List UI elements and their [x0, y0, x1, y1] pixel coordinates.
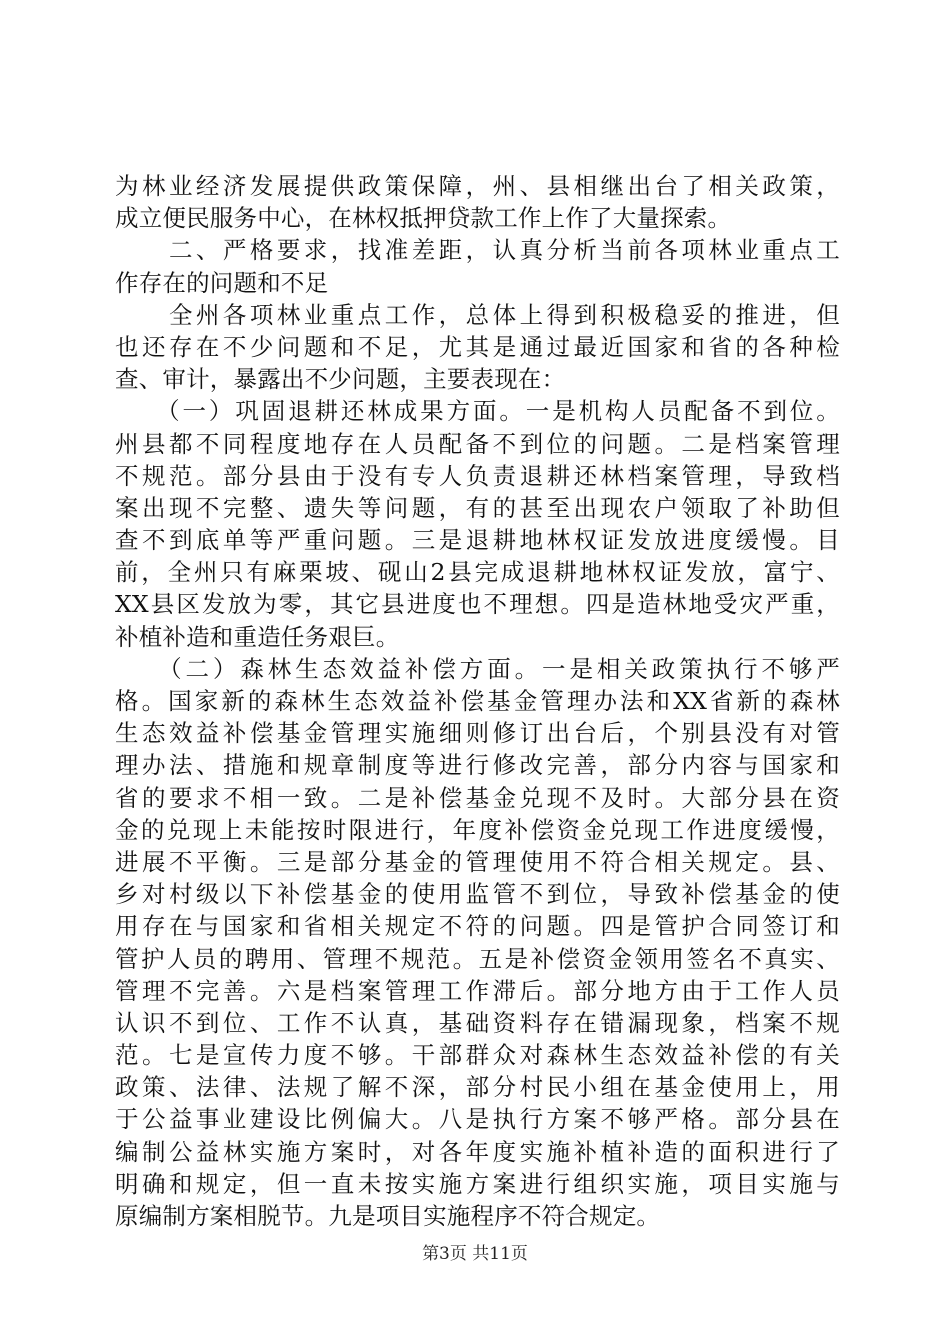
text-line: 金的兑现上未能按时限进行，年度补偿资金兑现工作进度缓慢，	[115, 815, 840, 844]
text-line: 理办法、措施和规章制度等进行修改完善，部分内容与国家和	[115, 751, 840, 780]
text-line: 范。七是宣传力度不够。干部群众对森林生态效益补偿的有关	[115, 1041, 840, 1070]
text-line: 查不到底单等严重问题。三是退耕地林权证发放进度缓慢。目	[115, 526, 840, 555]
text-line: 作存在的问题和不足	[115, 268, 329, 297]
text-line: 为林业经济发展提供政策保障，州、县相继出台了相关政策，	[115, 172, 840, 200]
text-line: 进展不平衡。三是部分基金的管理使用不符合相关规定。县、	[115, 847, 840, 876]
text-line: 补植补造和重造任务艰巨。	[115, 622, 400, 651]
text-line: 管理不完善。六是档案管理工作滞后。部分地方由于工作人员	[115, 976, 840, 1005]
text-line: 也还存在不少问题和不足，尤其是通过最近国家和省的各种检	[115, 332, 840, 361]
text-line: 管护人员的聘用、管理不规范。五是补偿资金领用签名不真实、	[115, 944, 840, 973]
text-line: 用存在与国家和省相关规定不符的问题。四是管护合同签订和	[115, 912, 840, 941]
text-line: 州县都不同程度地存在人员配备不到位的问题。二是档案管理	[115, 429, 840, 458]
text-line: 省的要求不相一致。二是补偿基金兑现不及时。大部分县在资	[115, 783, 840, 812]
text-line: 生态效益补偿基金管理实施细则修订出台后，个别县没有对管	[115, 719, 840, 748]
text-line: 案出现不完整、遗失等问题，有的甚至出现农户领取了补助但	[115, 493, 840, 522]
page-footer	[0, 1243, 950, 1265]
text-line: 前，全州只有麻栗坡、砚山2县完成退耕地林权证发放，富宁、	[115, 558, 840, 587]
text-line: （二）森林生态效益补偿方面。一是相关政策执行不够严	[115, 654, 840, 683]
text-line: 认识不到位、工作不认真，基础资料存在错漏现象，档案不规	[115, 1008, 840, 1037]
text-line: 不规范。部分县由于没有专人负责退耕还林档案管理，导致档	[115, 461, 840, 490]
text-line: 编制公益林实施方案时，对各年度实施补植补造的面积进行了	[115, 1137, 840, 1166]
text-line: 明确和规定，但一直未按实施方案进行组织实施，项目实施与	[115, 1169, 840, 1198]
body-text	[115, 170, 840, 1232]
text-line: 于公益事业建设比例偏大。八是执行方案不够严格。部分县在	[115, 1105, 840, 1134]
text-line: 二、严格要求，找准差距，认真分析当前各项林业重点工	[115, 236, 840, 265]
text-line: XX县区发放为零，其它县进度也不理想。四是造林地受灾严重，	[115, 590, 840, 619]
text-line: （一）巩固退耕还林成果方面。一是机构人员配备不到位。	[115, 397, 840, 426]
text-line: 成立便民服务中心，在林权抵押贷款工作上作了大量探索。	[115, 204, 732, 233]
text-line: 政策、法律、法规了解不深，部分村民小组在基金使用上，用	[115, 1073, 840, 1102]
page-number-label: 第3页 共11页	[422, 1244, 528, 1264]
text-line: 全州各项林业重点工作，总体上得到积极稳妥的推进，但	[115, 300, 840, 329]
text-line: 乡对村级以下补偿基金的使用监管不到位，导致补偿基金的使	[115, 880, 840, 909]
text-line: 查、审计，暴露出不少问题，主要表现在：	[115, 365, 566, 394]
text-line: 原编制方案相脱节。九是项目实施程序不符合规定。	[115, 1202, 661, 1230]
text-line: 格。国家新的森林生态效益补偿基金管理办法和XX省新的森林	[115, 687, 840, 715]
